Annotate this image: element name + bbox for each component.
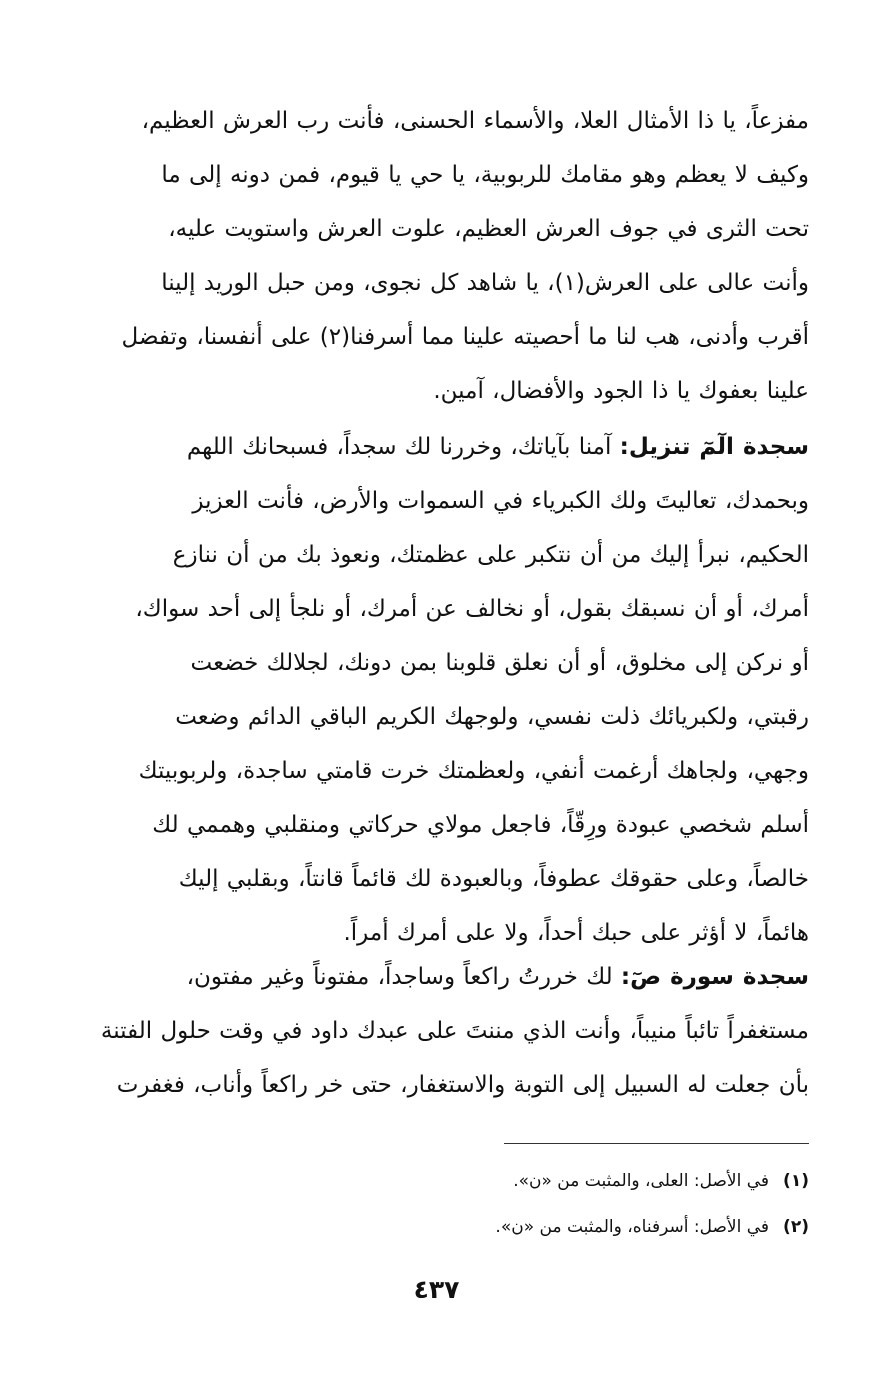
paragraph-3 [57, 950, 809, 1112]
paragraph-line: وأنت عالى على العرش(١)، يا شاهد كل نجوى، ومن حبل الوريد إلينا [161, 270, 809, 296]
paragraph-line: وجهي، ولجاهك أرغمت أنفي، ولعظمتك خرت قامتي ساجدة، ولربوبيتك [138, 758, 809, 784]
paragraph-line: بأن جعلت له السبيل إلى التوبة والاستغفار، حتى خر راكعاً وأناب، فغفرت [116, 1072, 809, 1098]
paragraph-line: علينا بعفوك يا ذا الجود والأفضال، آمين. [433, 378, 809, 404]
paragraph-line: تحت الثرى في جوف العرش العظيم، علوت العرش واستويت عليه، [168, 216, 809, 242]
section-heading: سجدة سورة صٓ: [620, 964, 809, 990]
footnote-1 [249, 1158, 809, 1204]
paragraph-line: هائماً، لا أؤثر على حبك أحداً، ولا على أمرك أمراً. [343, 920, 809, 946]
footnote-divider [504, 1143, 809, 1144]
paragraph-1 [57, 94, 809, 418]
footnote-number: (١) [783, 1171, 809, 1191]
paragraph-text: لك خررتُ راكعاً وساجداً، مفتوناً وغير مفتون، [186, 964, 621, 990]
paragraph-line [57, 420, 809, 474]
paragraph-line: أسلم شخصي عبودة ورِقّاً، فاجعل مولاي حركاتي ومنقلبي وهممي لك [152, 812, 809, 838]
footnote-2 [249, 1204, 809, 1250]
paragraph-line: خالصاً، وعلى حقوقك عطوفاً، وبالعبودة لك قائماً قانتاً، وبقلبي إليك [178, 866, 809, 892]
footnote-text: في الأصل: العلى، والمثبت من «ن». [513, 1171, 769, 1191]
footnote-text: في الأصل: أسرفناه، والمثبت من «ن». [495, 1217, 769, 1237]
paragraph-line: وكيف لا يعظم وهو مقامك للربوبية، يا حي يا قيوم، فمن دونه إلى ما [161, 162, 809, 188]
paragraph-line: مفزعاً، يا ذا الأمثال العلا، والأسماء الحسنى، فأنت رب العرش العظيم، [141, 108, 809, 134]
paragraph-line: أو نركن إلى مخلوق، أو أن نعلق قلوبنا بمن دونك، لجلالك خضعت [190, 650, 809, 676]
paragraph-line: مستغفراً تائباً منيباً، وأنت الذي مننتَ على عبدك داود في وقت حلول الفتنة [100, 1018, 809, 1044]
paragraph-line: أمرك، أو أن نسبقك بقول، أو نخالف عن أمرك، أو نلجأ إلى أحد سواك، [135, 596, 809, 622]
paragraph-line [57, 950, 809, 1004]
section-heading: سجدة الٓمٓ تنزيل: [619, 434, 809, 460]
paragraph-2 [57, 420, 809, 960]
footnote-number: (٢) [783, 1217, 809, 1237]
paragraph-text: آمنا بآياتك، وخررنا لك سجداً، فسبحانك اللهم [186, 434, 620, 460]
paragraph-line: رقبتي، ولكبريائك ذلت نفسي، ولوجهك الكريم الباقي الدائم وضعت [175, 704, 809, 730]
paragraph-line: الحكيم، نبرأ إليك من أن نتكبر على عظمتك، ونعوذ بك من أن ننازع [172, 542, 809, 568]
page-number: ٤٣٧ [413, 1275, 460, 1304]
paragraph-line: أقرب وأدنى، هب لنا ما أحصيته علينا مما أسرفنا(٢) على أنفسنا، وتفضل [121, 324, 809, 350]
paragraph-line: وبحمدك، تعاليتَ ولك الكبرياء في السموات والأرض، فأنت العزيز [192, 488, 809, 514]
